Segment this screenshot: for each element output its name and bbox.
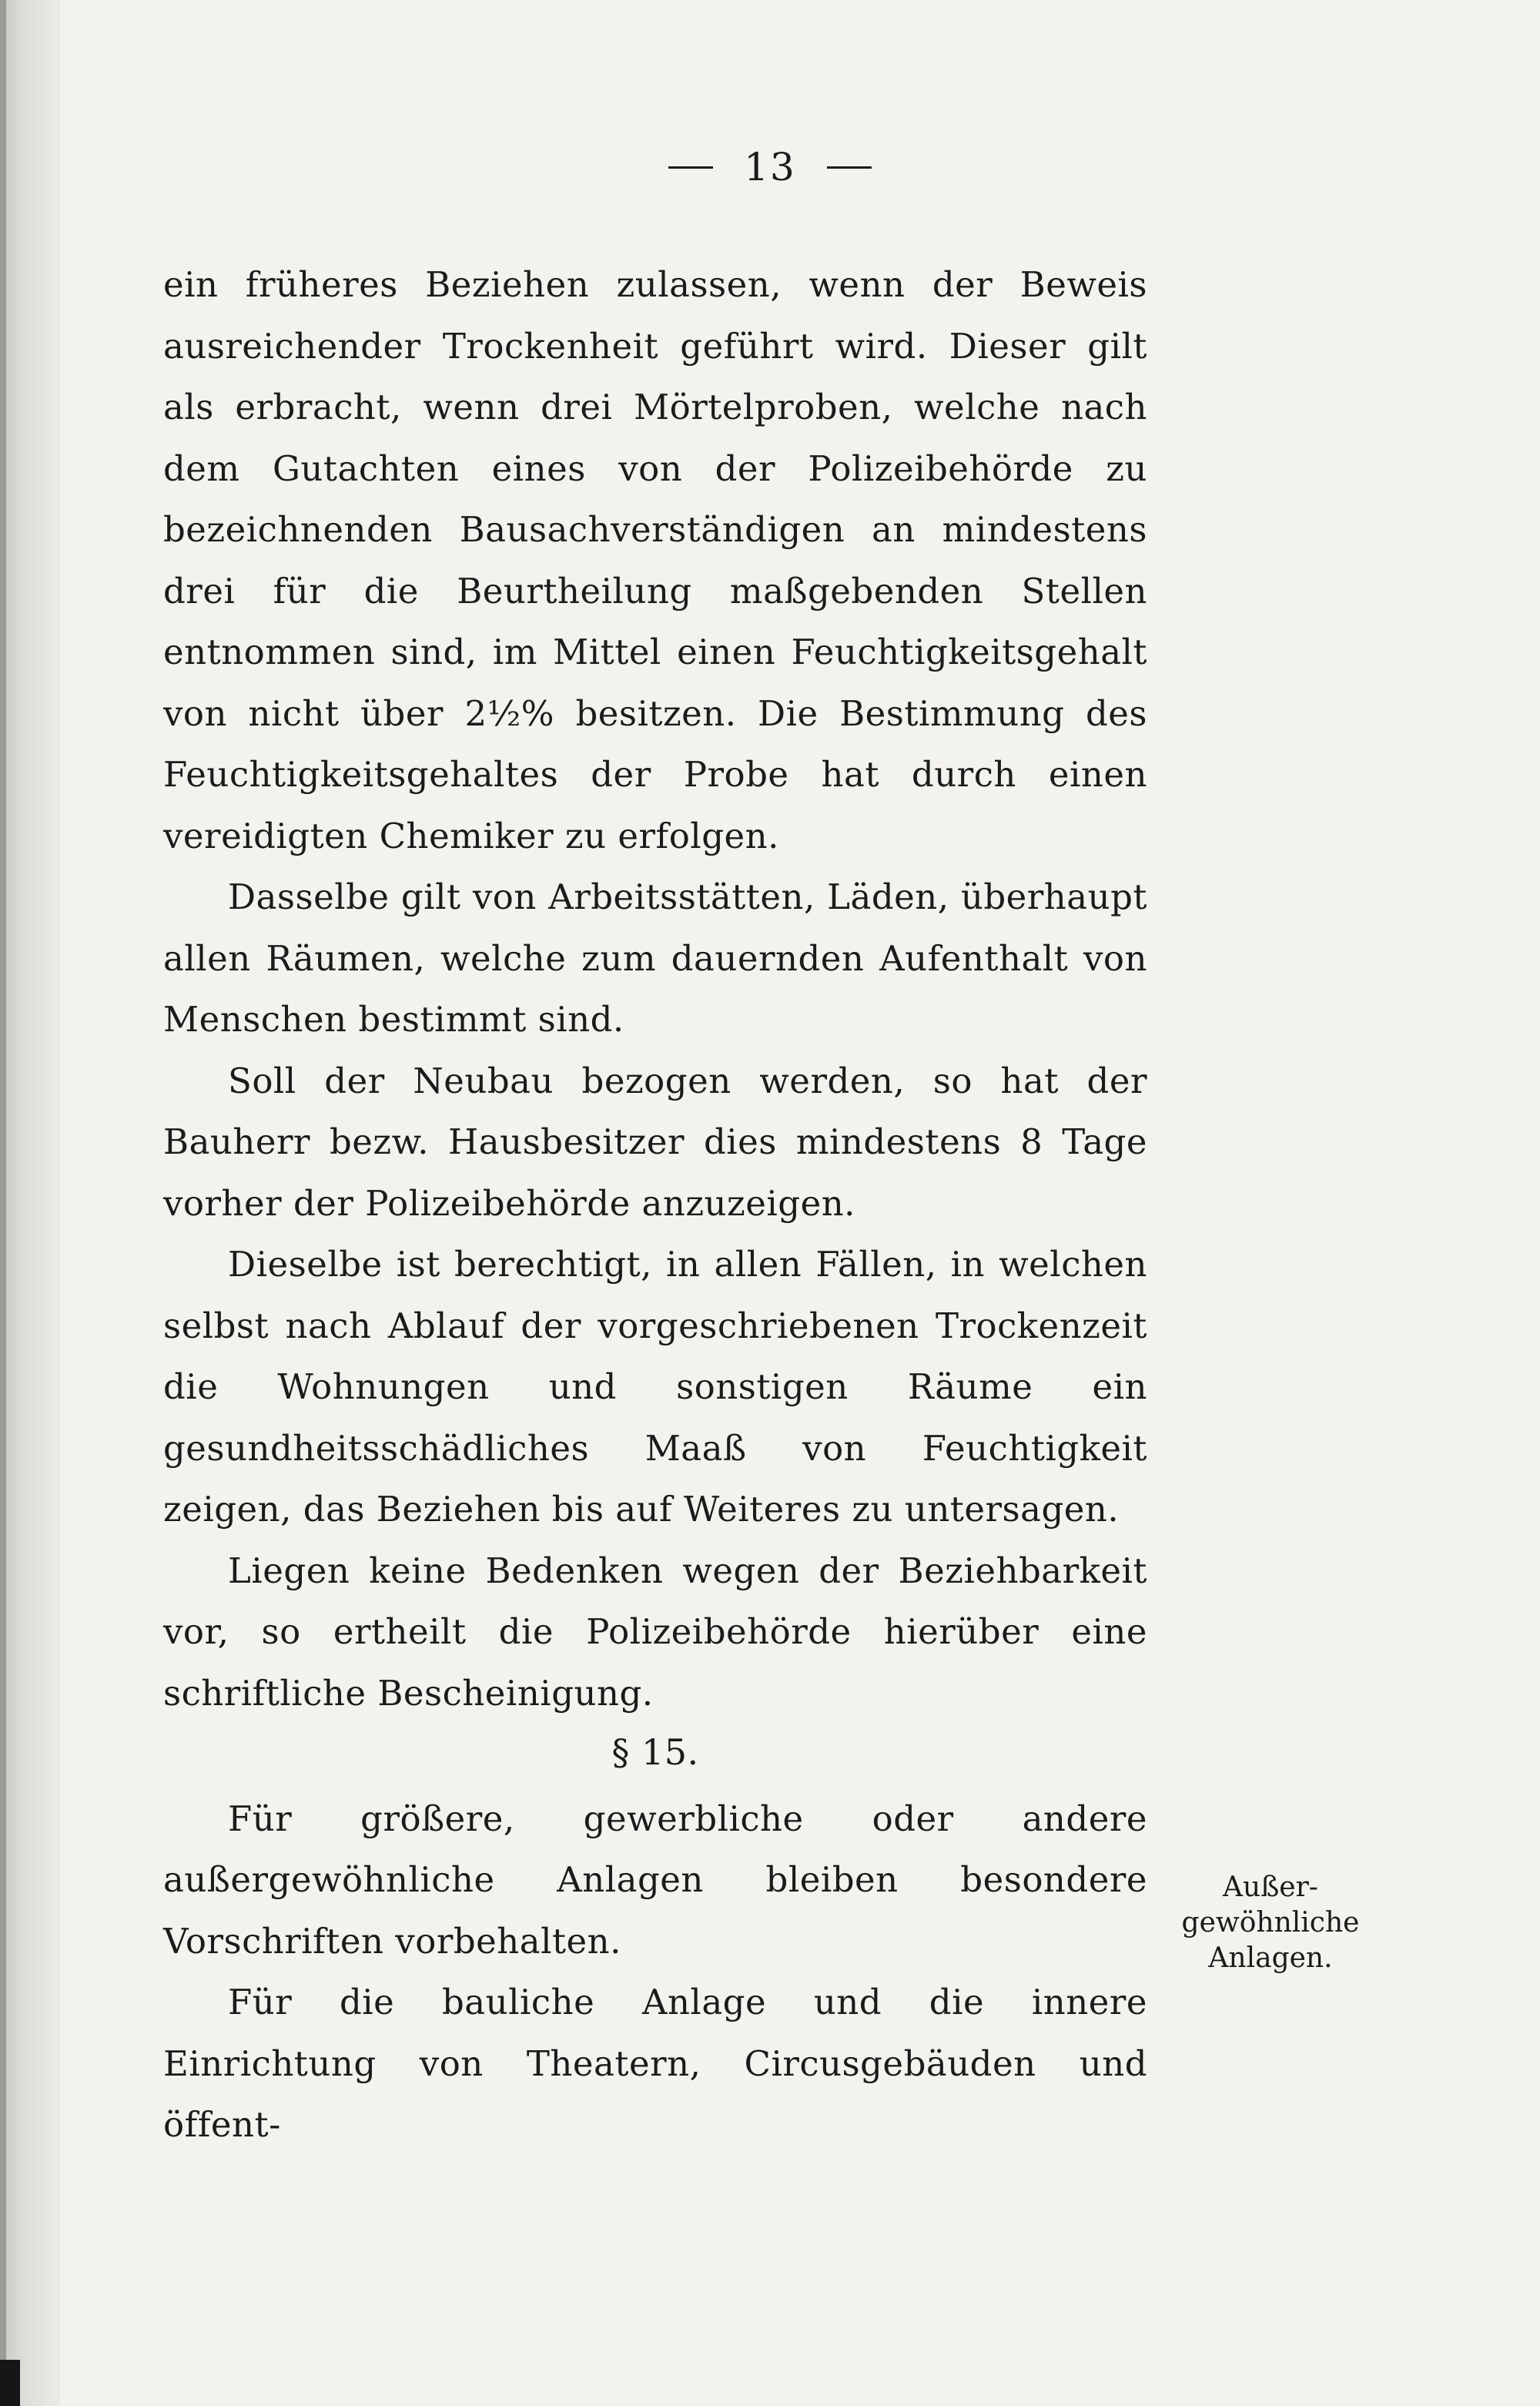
section-heading: § 15.: [611, 1731, 699, 1773]
page-binding-shadow: [0, 0, 60, 2406]
marginal-note-line: gewöhnliche: [1181, 1907, 1360, 1939]
paragraph-theaters: Für die bauliche Anlage und die innere Einrichtung von Theatern, Circusgebäuden und öffent-: [163, 1982, 1147, 2145]
header-dash-right: [827, 166, 872, 169]
header-dash-left: [668, 166, 713, 169]
paragraph-prohibition: Dieselbe ist berechtigt, in allen Fällen, in welchen selbst nach Ablauf der vorgeschriebenen Trockenzeit die Wohnungen und sonstigen Räume ein gesundheitsschädliches Maaß von Feuchtigkeit zeigen, das Beziehen bis auf Weiteres zu untersagen.: [163, 1244, 1147, 1530]
page-binding-edge: [0, 0, 6, 2406]
marginal-note-line: Außer-: [1223, 1872, 1318, 1903]
marginal-note-line: Anlagen.: [1208, 1942, 1333, 1974]
paragraph-drying-proof: ein früheres Beziehen zulassen, wenn der Beweis ausreichender Trockenheit geführt wird. Dieser gilt als erbracht, wenn drei Mörtelproben, welche nach dem Gutachten eines von der Polizeibehörde zu bezeichnenden Bausachverständigen an mindestens drei für die Beurtheilung maßgebenden Stellen entnommen sind, im Mittel einen Feuchtigkeitsgehalt von nicht über 2½% besitzen. Die Bestimmung des Feuchtigkeitsgehaltes der Probe hat durch einen vereidigten Chemiker zu erfolgen.: [163, 264, 1147, 856]
paragraph-workplaces: Dasselbe gilt von Arbeitsstätten, Läden, überhaupt allen Räumen, welche zum dauernden Aufenthalt von Menschen bestimmt sind.: [163, 876, 1147, 1040]
paragraph-certificate: Liegen keine Bedenken wegen der Beziehbarkeit vor, so ertheilt die Polizeibehörde hierüber eine schriftliche Bescheinigung.: [163, 1550, 1147, 1714]
page-corner-shadow: [0, 2360, 20, 2406]
page-number: 13: [744, 145, 796, 189]
paragraph-special-buildings: Für größere, gewerbliche oder andere außergewöhnliche Anlagen bleiben besondere Vorschriften vorbehalten.: [163, 1798, 1147, 1962]
page-header: [0, 145, 1540, 189]
body-text: [163, 254, 1147, 2156]
paragraph-notification: Soll der Neubau bezogen werden, so hat der Bauherr bezw. Hausbesitzer dies mindestens 8 Tage vorher der Polizeibehörde anzuzeigen.: [163, 1060, 1147, 1224]
marginal-note: [1155, 1870, 1386, 1976]
